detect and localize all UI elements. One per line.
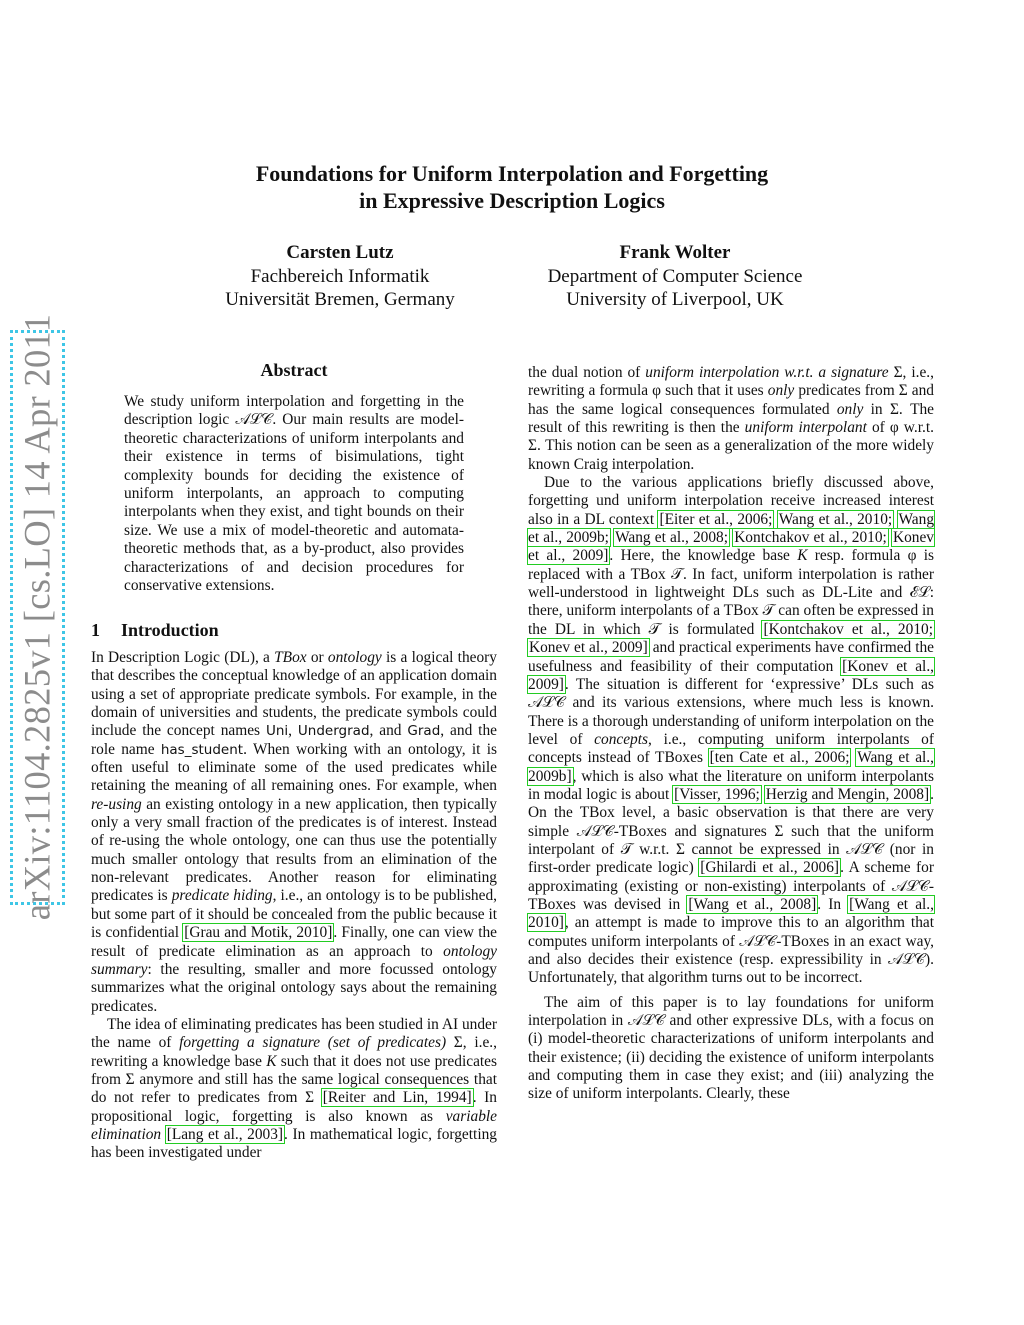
intro-paragraph-2 xyxy=(91,1016,497,1163)
text: ontology summary xyxy=(91,942,497,978)
text: resp. formula φ is replaced with a TBox 𝒯. In fact, uniform interpolation is rather well-understood in lightweight DLs such as DL-Lite and ℰℒ: there, uniform interpolants of a TBox 𝒯 can often be expressed in the DL in which 𝒯 is formulated xyxy=(528,547,935,638)
section-heading xyxy=(91,620,219,641)
text: , and the role name xyxy=(91,722,497,758)
right-column xyxy=(528,364,934,1104)
text: K xyxy=(266,1052,277,1070)
title-line-2: in Expressive Description Logics xyxy=(359,188,665,213)
text: , i.e., computing uniform interpolants of concepts instead of TBoxes xyxy=(528,730,934,767)
text: in Σ. The result of this rewriting is then the xyxy=(528,400,934,437)
text: . A scheme for approximating (existing or non-existing) interpolants of 𝒜ℒ𝒞-TBoxes was devised in xyxy=(528,859,934,913)
text: . In mathematical logic, forgetting has been investigated under xyxy=(91,1125,497,1162)
text: . When working with an ontology, it is often useful to eliminate some of the used predicates while retaining the meaning of all remaining ones. For example, when xyxy=(91,740,498,795)
text: Σ, i.e., rewriting a formula φ such that it uses xyxy=(528,364,934,400)
citation-link[interactable]: [Grau and Motik, 2010] xyxy=(184,924,333,942)
text: only xyxy=(836,400,864,418)
text: re-using xyxy=(91,795,142,813)
abstract-text: We study uniform interpolation and forgetting in the description logic 𝒜ℒ𝒞. Our main results are model-theoretic characterizations of uniform interpolants and their existence in terms of bisimulations, tight complexity bounds for deciding the existence of uniform interpolants, an approach to computing interpolants when they exist, and tight bounds on their size. We use a mix of model-theoretic and automata-theoretic methods that, as a by-product, also provides characterizations of and decision procedures for conservative extensions. xyxy=(124,393,464,595)
citation-link[interactable]: [Wang et al., 2010] xyxy=(528,895,934,932)
section-number: 1 xyxy=(91,620,100,640)
text: : the resulting, smaller and more focussed ontology summarizes what the original ontology says about the remaining predicates. xyxy=(91,960,497,1015)
section-title: Introduction xyxy=(121,620,219,640)
intro-paragraph-4 xyxy=(528,474,934,988)
citation-link[interactable]: [Ghilardi et al., 2006] xyxy=(700,859,840,877)
citation-link[interactable]: [Visser, 1996; xyxy=(674,785,760,803)
author-institution: University of Liverpool, UK xyxy=(566,289,784,310)
text: an existing ontology in a new application, then typically only a very small fraction of the predicates is of interest. Instead of re-using the whole ontology, one can thus use the potentially much smaller ontology that results from an elimination of the non-relevant predicates. Another reason for eliminating predicates is xyxy=(91,795,497,905)
intro-paragraph-5: The aim of this paper is to lay foundations for uniform interpolation in 𝒜ℒ𝒞 and other expressive DLs, with a focus on (i) model-theoretic characterizations of uniform interpolants and their existence; (ii) deciding the existence of uniform interpolants and computing them in case they exist; and (iii) analyzing the size of uniform interpolants. Clearly, these xyxy=(528,993,934,1103)
text: , an attempt is made to improve this to an algorithm that computes uniform interpolants of 𝒜ℒ𝒞-TBoxes in an exact way, and also decides their existence (resp. expressibility in 𝒜ℒ𝒞). Unfortunately, that algorithm turns out to be incorrect. xyxy=(528,914,934,987)
text: only xyxy=(767,382,795,400)
author-block-1 xyxy=(200,241,480,312)
text: In Description Logic (DL), a xyxy=(91,649,275,666)
intro-paragraph-1 xyxy=(91,649,497,1016)
intro-paragraph-3 xyxy=(528,364,934,474)
text: , which is also what the literature on uniform interpolants in modal logic is about xyxy=(528,767,934,803)
concept-name: Undergrad xyxy=(297,723,370,740)
citation-link[interactable]: Wang et al., 2010; xyxy=(778,510,893,528)
citation-link[interactable]: [ten Cate et al., 2006; xyxy=(709,749,850,767)
paper-title xyxy=(150,160,874,214)
citation-link[interactable]: [Kontchakov et al., 2010; xyxy=(763,620,933,638)
title-line-1: Foundations for Uniform Interpolation and Forgetting xyxy=(255,161,769,186)
text: . In propositional logic, forgetting is also known as xyxy=(91,1089,497,1125)
text: . The situation is different for ‘expressive’ DLs such as 𝒜ℒ𝒞 and its various extensions, where much less is known. There is a thorough understanding of uniform interpolation on the level of xyxy=(528,675,934,748)
author-name: Frank Wolter xyxy=(619,242,731,263)
citation-link[interactable]: Wang et al., 2009b] xyxy=(528,749,934,785)
citation-link[interactable]: Wang et al., 2009b; xyxy=(528,510,935,547)
text: the dual notion of xyxy=(528,364,646,381)
citation-link[interactable]: [Konev et al., 2009] xyxy=(528,657,935,693)
role-name: has_student xyxy=(160,741,244,758)
text: is a logical theory that describes the conceptual knowledge of an application domain using a set of appropriate predicate symbols. For example, in the domain of universities and students, the predicate symbols could include the concept names xyxy=(91,649,498,740)
author-institution: Universität Bremen, Germany xyxy=(225,289,455,310)
citation-link[interactable]: [Wang et al., 2008] xyxy=(688,895,817,913)
citation-link[interactable]: Konev et al., 2009] xyxy=(528,529,935,565)
text: predicate hiding xyxy=(171,887,273,905)
text: forgetting a signature (set of predicates) xyxy=(179,1034,447,1052)
author-name: Carsten Lutz xyxy=(286,242,394,263)
text: K xyxy=(797,547,808,565)
text: The idea of eliminating predicates has been studied in AI under the name of xyxy=(91,1015,497,1052)
citation-link[interactable]: Konev et al., 2009] xyxy=(529,639,648,657)
author-department: Fachbereich Informatik xyxy=(250,265,430,287)
citation-link[interactable]: Kontchakov et al., 2010; xyxy=(734,529,887,547)
text: such that it does not use predicates from Σ anymore and still has the same logical consequences that do not refer to predicates from Σ xyxy=(91,1052,497,1107)
text xyxy=(161,1126,166,1143)
citation-link[interactable]: [Eiter et al., 2006; xyxy=(659,510,773,528)
concept-name: Grad xyxy=(407,723,441,740)
citation-link[interactable]: [Reiter and Lin, 1994] xyxy=(322,1089,472,1107)
text: . Finally, one can view the result of predicate elimination as an approach to xyxy=(91,924,498,960)
left-column xyxy=(91,649,497,1163)
text: , and xyxy=(369,722,408,740)
text: uniform interpolation w.r.t. a signature xyxy=(645,364,889,381)
text: , i.e., an ontology is to be published, but some part of it should be concealed from the public because it is confidential xyxy=(91,887,498,942)
text: predicates from Σ and has the same logical consequences formulated xyxy=(528,382,934,418)
text: ontology xyxy=(327,649,382,666)
citation-link[interactable]: [Lang et al., 2003] xyxy=(166,1125,284,1143)
text: Due to the various applications briefly discussed above, forgetting und uniform interpolation receive increased interest also in a DL context xyxy=(528,474,934,528)
text: or xyxy=(306,649,328,666)
text: TBox xyxy=(274,649,307,666)
text: . In xyxy=(817,895,849,913)
arxiv-identifier[interactable]: arXiv:1104.2825v1 [cs.LO] 14 Apr 2011 xyxy=(16,313,58,921)
citation-link[interactable]: Wang et al., 2008; xyxy=(615,529,729,547)
text: of φ w.r.t. Σ. This notion can be seen as a generalization of the more widely known Craig interpolation. xyxy=(528,419,934,473)
text: uniform interpolant xyxy=(744,419,867,437)
text: Σ, i.e., rewriting a knowledge base xyxy=(91,1034,497,1070)
text: . On the TBox level, a basic observation is that there are very simple 𝒜ℒ𝒞-TBoxes and signatures Σ such that the uniform interpolant of 𝒯 w.r.t. Σ cannot be expressed in 𝒜ℒ𝒞 (nor in first-order predicate logic) xyxy=(528,785,934,877)
text: . Here, the knowledge base xyxy=(609,547,798,565)
abstract-heading: Abstract xyxy=(260,360,328,380)
author-block-2 xyxy=(520,241,830,312)
text: , xyxy=(288,722,298,740)
text: concepts xyxy=(594,730,649,748)
text: and practical experiments have confirmed the usefulness and feasibility of their computation xyxy=(528,639,935,675)
citation-link[interactable]: Herzig and Mengin, 2008] xyxy=(765,785,930,803)
author-department: Department of Computer Science xyxy=(547,265,803,287)
text: variable elimination xyxy=(91,1107,497,1143)
concept-name: Uni xyxy=(265,723,289,740)
